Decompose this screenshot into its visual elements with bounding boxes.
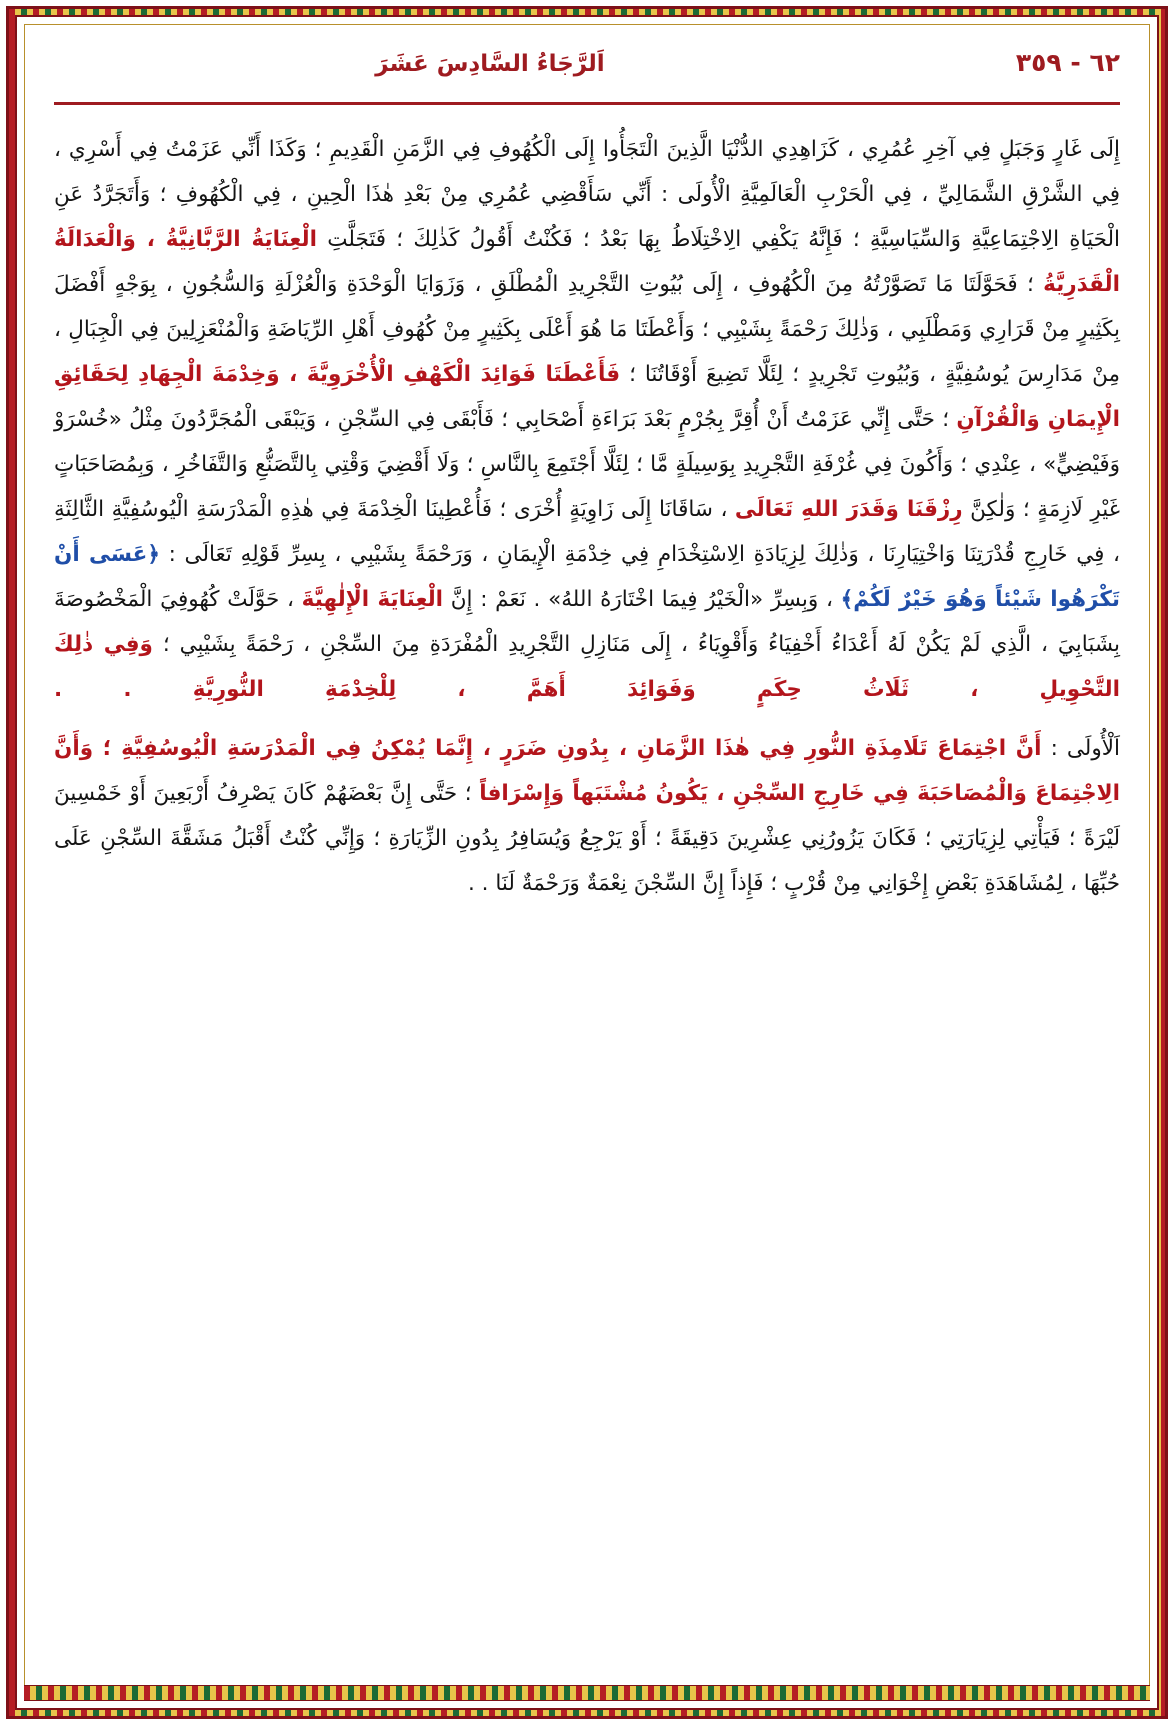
text-run-black: ، حَوَّلَتْ كُهُوفِيَ الْمَخْصُوصَةَ بِشَبَابِيَ ، الَّذِي لَمْ يَكُنْ لَهُ أَعْدَاءُ أَخْفِيَاءُ وَأَقْوِيَاءُ ، إِلَى مَنَازِلِ التَّجْرِيدِ الْمُفْرَدَةِ مِنَ السِّجْنِ ، رَحْمَةً بِشَيْبِي ؛	[54, 587, 1120, 657]
text-run-black: ، عِنْدِي ؛ وَأَكُونَ فِي غُرْفَةِ التَّجْرِيدِ بِوَسِيلَةٍ مَّا ؛ لِئَلَّا أَجْتَمِعَ بِالنَّاسِ ؛ وَلَا أَقْضِيَ وَقْتِي بِالتَّصَنُّعِ وَالتَّفَاخُرِ ، وَبِمُصَاحَبَاتٍ غَيْرِ لَازِمَةٍ ؛ وَلٰكِنَّ	[54, 452, 1120, 522]
text-run-red: فَأَعْطَتَا فَوَائِدَ الْكَهْفِ الْأُخْرَوِيَّةَ ، وَخِدْمَةَ الْجِهَادِ لِحَقَائِقِ الْإِيمَانِ وَالْقُرْآنِ	[54, 362, 1120, 432]
page-number: ٦٢ - ٣٥٩	[1015, 48, 1120, 77]
page-title: اَلرَّجَاءُ السَّادِسَ عَشَرَ	[375, 51, 605, 77]
text-run-black: إِلَى غَارٍ وَجَبَلٍ فِي آخِرِ عُمُرِي ، كَزَاهِدِي الدُّنْيَا الَّذِينَ الْتَجَأُوا إِلَى الْكُهُوفِ فِي الزَّمَنِ الْقَدِيمِ ؛ وَكَذَا أَنِّي عَزَمْتُ فِي أَسْرِي ، فِي الشَّرْقِ الشَّمَالِيِّ ، فِي الْحَرْبِ الْعَالَمِيَّةِ الْأُولَى : أَنِّي سَأَقْضِي عُمُرِي مِنْ بَعْدِ هٰذَا الْحِينِ ، فِي الْكُهُوفِ ؛ وَأَتَجَرَّدُ عَنِ الْحَيَاةِ الِاجْتِمَاعِيَّةِ وَالسِّيَاسِيَّةِ ؛ فَإِنَّهُ يَكْفِي الِاخْتِلَاطُ بِهَا بَعْدُ ؛ فَكُنْتُ أَقُولُ كَذٰلِكَ ؛ فَتَجَلَّتِ	[54, 137, 1121, 252]
text-run-black: ؛ حَتَّى إِنَّ بَعْضَهُمْ كَانَ يَصْرِفُ أَرْبَعِينَ أَوْ خَمْسِينَ لَيْرَةً ؛ فَيَأْتِي لِزِيَارَتِي ؛ فَكَانَ يَزُورُنِي عِشْرِينَ دَقِيقَةً ؛ أَوْ يَرْجِعُ وَيُسَافِرُ بِدُونِ الزِّيَارَةِ ؛ وَإِنِّي كُنْتُ أَقْبَلُ مَشَقَّةَ السِّجْنِ عَلَى حُبِّهَا ، لِمُشَاهَدَةِ بَعْضِ إِخْوَانِي مِنْ قُرْبٍ ؛ فَإِذاً إِنَّ السِّجْنَ نِعْمَةٌ وَرَحْمَةٌ لَنَا . .	[54, 781, 1120, 896]
page-content	[54, 48, 1120, 1677]
text-run-quote: «خُسْرَوْ وَفَيْضِيٍّ»	[54, 407, 1120, 477]
para-1	[54, 127, 1120, 712]
text-run-red: أَنَّ اجْتِمَاعَ تَلَامِذَةِ النُّورِ فِي هٰذَا الزَّمَانِ ، بِدُونِ ضَرَرٍ ، إِنَّمَا يُمْكِنُ فِي الْمَدْرَسَةِ الْيُوسُفِيَّةِ ؛ وَأَنَّ الِاجْتِمَاعَ وَالْمُصَاحَبَةَ فِي خَارِجِ السِّجْنِ ، يَكُونُ مُشْتَبَهاً وَإِسْرَافاً	[54, 736, 1120, 806]
text-run-red: الْعِنَايَةَ الْإِلٰهِيَّةَ	[301, 587, 444, 612]
text-run-red: وَفِي ذٰلِكَ التَّحْوِيلِ ، ثَلَاثُ حِكَمٍ وَفَوَائِدَ أَهَمَّ ، لِلْخِدْمَةِ النُّورِيَّةِ . .	[54, 632, 1120, 702]
text-run-black: ، وَبِسِرِّ	[763, 587, 841, 612]
ornamental-footer-strip	[24, 1685, 1150, 1701]
text-run-black: ، سَاقَانَا إِلَى زَاوِيَةٍ أُخْرَى ؛ فَأُعْطِينَا الْخِدْمَةَ فِي هٰذِهِ الْمَدْرَسَةِ الْيُوسُفِيَّةِ الثَّالِثَةِ ، فِي خَارِجِ قُدْرَتِنَا وَاخْتِيَارِنَا ، وَذٰلِكَ لِزِيَادَةِ الِاسْتِخْدَامِ فِي خِدْمَةِ الْإِيمَانِ ، وَرَحْمَةً بِشَيْبِي ، بِسِرِّ قَوْلِهِ تَعَالَى :	[54, 497, 1120, 567]
text-run-black: ؛ حَتَّى إِنِّي عَزَمْتُ أَنْ أُقِرَّ بِجُرْمٍ بَعْدَ بَرَاءَةِ أَصْحَابِي ؛ فَأَبْقَى فِي السِّجْنِ ، وَيَبْقَى الْمُجَرَّدُونَ مِثْلُ	[121, 407, 957, 432]
text-run-black: . نَعَمْ : إِنَّ	[443, 587, 549, 612]
text-run-black: ؛ فَحَوَّلَتَا مَا تَصَوَّرْتُهُ مِنَ الْكُهُوفِ ، إِلَى بُيُوتِ التَّجْرِيدِ الْمُطْلَقِ ، وَزَوَايَا الْوَحْدَةِ وَالْعُزْلَةِ وَالسُّجُونِ ، بِوَجْهٍ أَفْضَلَ بِكَثِيرٍ مِنْ قَرَارِي وَمَطْلَبِي ، وَذٰلِكَ رَحْمَةً بِشَيْبِي ؛ وَأَعْطَتَا مَا هُوَ أَعْلَى بِكَثِيرٍ مِنْ كُهُوفِ أَهْلِ الرِّيَاضَةِ وَالْمُنْعَزِلِينَ فِي الْجِبَالِ ، مِنْ مَدَارِسَ يُوسُفِيَّةٍ ، وَبُيُوتِ تَجْرِيدٍ ؛ لِئَلَّا تَضِيعَ أَوْقَاتُنَا ؛	[54, 272, 1120, 387]
text-run-quote: «الْخَيْرُ فِيمَا اخْتَارَهُ اللهُ»	[548, 587, 764, 612]
page-header	[54, 48, 1120, 100]
para-2	[54, 726, 1120, 906]
text-run-red: رِزْقَنَا وَقَدَرَ اللهِ تَعَالَى	[734, 497, 963, 522]
text-run-red: الْعِنَايَةُ الرَّبَّانِيَّةُ ، وَالْعَدَالَةُ الْقَدَرِيَّةُ	[54, 227, 1120, 297]
text-run-quran: ﴿عَسَى أَنْ تَكْرَهُوا شَيْئاً وَهُوَ خَيْرٌ لَكُمْ﴾	[54, 542, 1120, 612]
body-text	[54, 127, 1120, 906]
text-run-black: اَلْأُولَى :	[1041, 736, 1120, 761]
header-divider	[54, 102, 1120, 105]
